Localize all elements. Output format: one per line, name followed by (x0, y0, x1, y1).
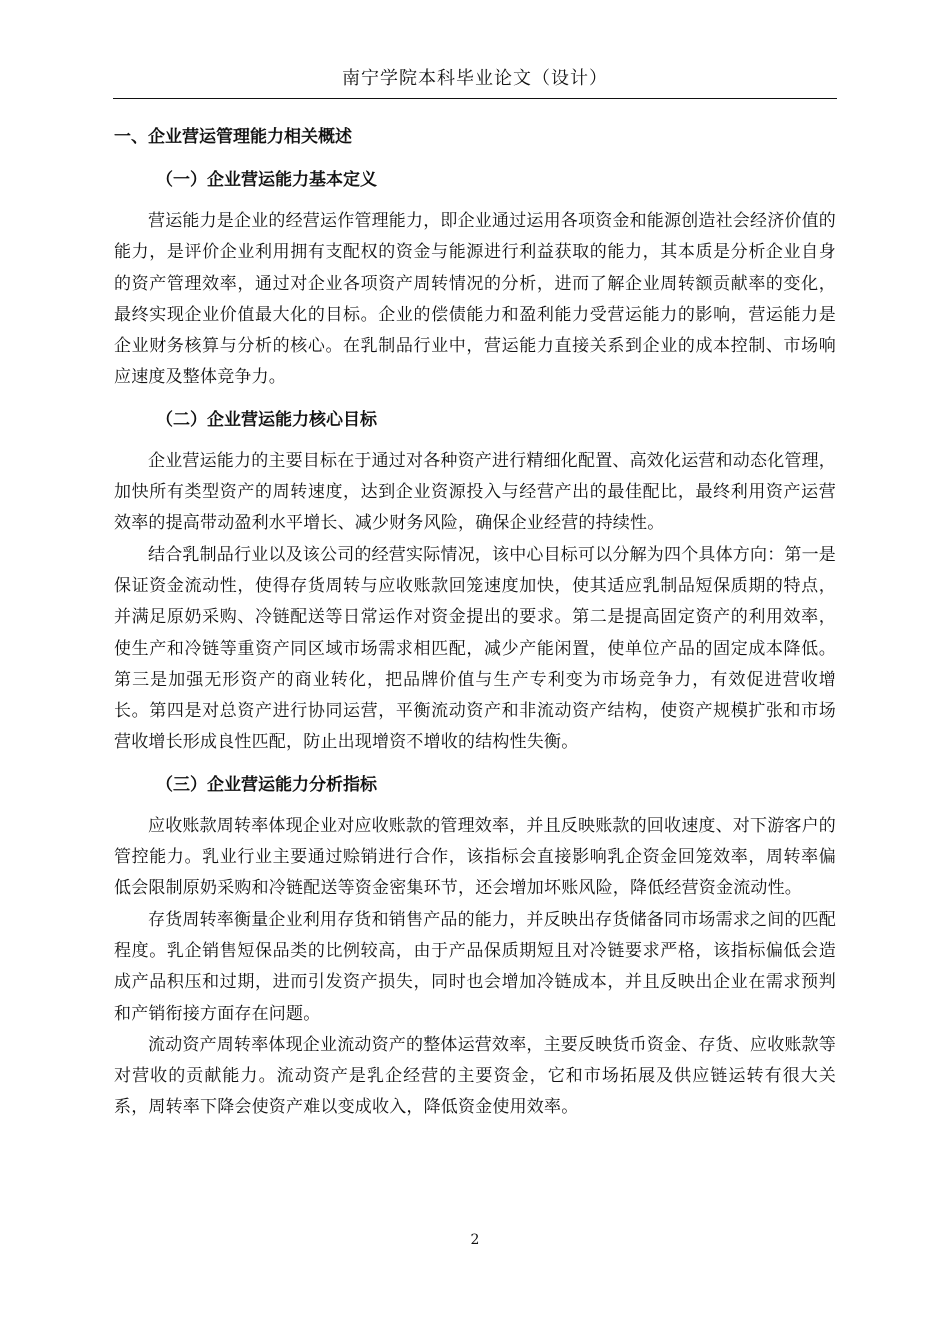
paragraph: 流动资产周转率体现企业流动资产的整体运营效率，主要反映货币资金、存货、应收账款等对营收的贡献能力。流动资产是乳企经营的主要资金，它和市场拓展及供应链运转有很大关系，周转率下降会使资产难以变成收入，降低资金使用效率。 (114, 1034, 836, 1118)
section-heading-3: （三）企业营运能力分析指标 (156, 774, 377, 795)
section-heading-2: （二）企业营运能力核心目标 (156, 409, 377, 430)
paragraph: 营运能力是企业的经营运作管理能力，即企业通过运用各项资金和能源创造社会经济价值的能力，是评价企业利用拥有支配权的资金与能源进行利益获取的能力，其本质是分析企业自身的资产管理效率，通过对企业各项资产周转情况的分析，进而了解企业周转额贡献率的变化，最终实现企业价值最大化的目标。企业的偿债能力和盈利能力受营运能力的影响，营运能力是企业财务核算与分析的核心。在乳制品行业中，营运能力直接关系到企业的成本控制、市场响应速度及整体竞争力。 (114, 211, 836, 388)
paragraph: 企业营运能力的主要目标在于通过对各种资产进行精细化配置、高效化运营和动态化管理，加快所有类型资产的周转速度，达到企业资源投入与经营产出的最佳配比，最终利用资产运营效率的提高带动盈利水平增长、减少财务风险，确保企业经营的持续性。 (114, 450, 836, 534)
chapter-heading: 一、企业营运管理能力相关概述 (114, 127, 352, 147)
body-content (114, 114, 836, 1124)
paragraph: 结合乳制品行业以及该公司的经营实际情况，该中心目标可以分解为四个具体方向：第一是保证资金流动性，使得存货周转与应收账款回笼速度加快，使其适应乳制品短保质期的特点，并满足原奶采购、冷链配送等日常运作对资金提出的要求。第二是提高固定资产的利用效率，使生产和冷链等重资产同区域市场需求相匹配，减少产能闲置，使单位产品的固定成本降低。第三是加强无形资产的商业转化，把品牌价值与生产专利变为市场竞争力，有效促进营收增长。第四是对总资产进行协同运营，平衡流动资产和非流动资产结构，使资产规模扩张和市场营收增长形成良性匹配，防止出现增资不增收的结构性失衡。 (114, 544, 836, 753)
paragraph: 存货周转率衡量企业利用存货和销售产品的能力，并反映出存货储备同市场需求之间的匹配程度。乳企销售短保品类的比例较高，由于产品保质期短且对冷链要求严格，该指标偏低会造成产品积压和过期，进而引发资产损失，同时也会增加冷链成本，并且反映出企业在需求预判和产销衔接方面存在问题。 (114, 909, 836, 1024)
running-header: 南宁学院本科毕业论文（设计） (342, 68, 608, 89)
paragraph: 应收账款周转率体现企业对应收账款的管理效率，并且反映账款的回收速度、对下游客户的管控能力。乳业行业主要通过赊销进行合作，该指标会直接影响乳企资金回笼效率，周转率偏低会限制原奶采购和冷链配送等资金密集环节，还会增加坏账风险，降低经营资金流动性。 (114, 815, 836, 899)
header-rule (113, 98, 837, 99)
page-number: 2 (470, 1232, 480, 1248)
section-heading-1: （一）企业营运能力基本定义 (156, 170, 377, 190)
